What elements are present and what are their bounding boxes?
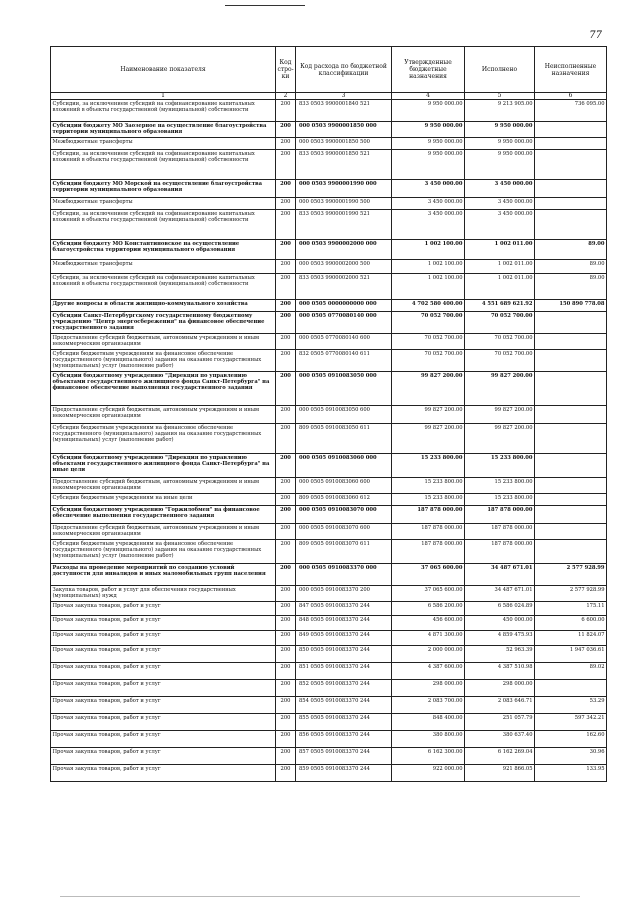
row-approved: 70 052 700.00 xyxy=(392,334,465,350)
table-row xyxy=(51,680,607,697)
row-name: Предоставление субсидий бюджетным, автономным учреждениям и иным некоммерческим организациям xyxy=(51,524,276,540)
table-row xyxy=(51,180,607,198)
row-name: Предоставление субсидий бюджетным, автономным учреждениям и иным некоммерческим организациям xyxy=(51,334,276,350)
row-name: Прочая закупка товаров, работ и услуг xyxy=(51,714,276,731)
column-index: 5 xyxy=(465,93,535,100)
row-line-code: 200 xyxy=(276,494,296,506)
row-remaining xyxy=(535,454,607,478)
row-line-code: 200 xyxy=(276,731,296,748)
row-budget-code: 850 0505 0910083370 244 xyxy=(296,646,392,663)
column-index: 6 xyxy=(535,93,607,100)
row-remaining: 150 890 778.08 xyxy=(535,300,607,312)
row-executed: 380 637.40 xyxy=(465,731,535,748)
row-budget-code: 833 0503 9900002000 521 xyxy=(296,274,392,300)
row-executed: 9 213 905.00 xyxy=(465,100,535,122)
row-budget-code: 000 0503 9900001990 000 xyxy=(296,180,392,198)
row-approved: 1 002 100.00 xyxy=(392,240,465,260)
row-remaining xyxy=(535,138,607,150)
row-budget-code: 000 0503 9900001850 000 xyxy=(296,122,392,138)
row-executed: 9 950 000.00 xyxy=(465,122,535,138)
row-budget-code: 000 0505 0910083060 600 xyxy=(296,478,392,494)
row-remaining xyxy=(535,180,607,198)
header-executed: Исполнено xyxy=(465,47,535,93)
row-budget-code: 851 0505 0910083370 244 xyxy=(296,663,392,680)
table-row xyxy=(51,697,607,714)
row-approved: 3 450 000.00 xyxy=(392,180,465,198)
row-name: Субсидии, за исключением субсидий на софинансирование капитальных вложений в объекты государственной (муниципальной) собственности xyxy=(51,100,276,122)
row-budget-code: 833 0503 9900001850 521 xyxy=(296,150,392,180)
table-row xyxy=(51,198,607,210)
table-row xyxy=(51,631,607,646)
row-remaining xyxy=(535,334,607,350)
row-name: Субсидии бюджетным учреждениям на финансовое обеспечение государственного (муниципального) задания на оказание государственных (муниципальных) услуг (выполнение работ) xyxy=(51,350,276,372)
row-remaining xyxy=(535,122,607,138)
row-executed: 2 083 646.71 xyxy=(465,697,535,714)
row-approved: 9 950 000.00 xyxy=(392,122,465,138)
row-line-code: 200 xyxy=(276,312,296,334)
row-executed: 187 878 000.00 xyxy=(465,540,535,564)
row-name: Прочая закупка товаров, работ и услуг xyxy=(51,680,276,697)
row-approved: 37 065 600.00 xyxy=(392,564,465,586)
row-budget-code: 000 0505 0770080140 600 xyxy=(296,334,392,350)
row-name: Субсидии, за исключением субсидий на софинансирование капитальных вложений в объекты государственной (муниципальной) собственности xyxy=(51,274,276,300)
row-executed: 1 002 011.00 xyxy=(465,260,535,274)
row-approved: 70 052 700.00 xyxy=(392,312,465,334)
row-line-code: 200 xyxy=(276,506,296,524)
row-remaining: 11 824.07 xyxy=(535,631,607,646)
row-executed: 1 002 011.00 xyxy=(465,240,535,260)
row-executed: 99 827 200.00 xyxy=(465,406,535,424)
row-approved: 922 000.00 xyxy=(392,765,465,782)
row-approved: 456 600.00 xyxy=(392,616,465,631)
row-approved: 99 827 200.00 xyxy=(392,406,465,424)
row-approved: 15 233 800.00 xyxy=(392,454,465,478)
row-executed: 4 551 689 621.92 xyxy=(465,300,535,312)
row-name: Закупка товаров, работ и услуг для обеспечения государственных (муниципальных) нужд xyxy=(51,586,276,602)
table-row xyxy=(51,540,607,564)
row-line-code: 200 xyxy=(276,564,296,586)
table-row xyxy=(51,334,607,350)
row-name: Прочая закупка товаров, работ и услуг xyxy=(51,631,276,646)
row-remaining xyxy=(535,506,607,524)
row-executed: 921 866.05 xyxy=(465,765,535,782)
row-approved: 848 400.00 xyxy=(392,714,465,731)
row-line-code: 200 xyxy=(276,586,296,602)
row-approved: 4 871 300.00 xyxy=(392,631,465,646)
row-remaining: 2 577 928.99 xyxy=(535,564,607,586)
row-remaining: 1 947 036.61 xyxy=(535,646,607,663)
row-executed: 99 827 200.00 xyxy=(465,424,535,454)
top-rule xyxy=(225,5,305,6)
row-executed: 1 002 011.00 xyxy=(465,274,535,300)
row-line-code: 200 xyxy=(276,663,296,680)
row-remaining: 6 600.00 xyxy=(535,616,607,631)
table-row xyxy=(51,494,607,506)
row-name: Субсидии бюджету МО Константиновское на осуществление благоустройства территории муниципального образования xyxy=(51,240,276,260)
row-approved: 9 950 000.00 xyxy=(392,138,465,150)
row-line-code: 200 xyxy=(276,260,296,274)
row-name: Субсидии Санкт-Петербургскому государственному бюджетному учреждению "Центр энергосбережения" на финансовое обеспечение государственного задания xyxy=(51,312,276,334)
column-index: 4 xyxy=(392,93,465,100)
table-row xyxy=(51,424,607,454)
header-name: Наименование показателя xyxy=(51,47,276,93)
row-name: Субсидии бюджетному учреждению "Дирекция по управлению объектами государственного жилищного фонда Санкт-Петербурга" на финансовое обеспечение выполнения государственного задания xyxy=(51,372,276,406)
row-name: Прочая закупка товаров, работ и услуг xyxy=(51,663,276,680)
row-approved: 4 702 580 400.00 xyxy=(392,300,465,312)
row-remaining xyxy=(535,680,607,697)
row-executed: 3 450 000.00 xyxy=(465,180,535,198)
row-executed: 251 057.79 xyxy=(465,714,535,731)
row-budget-code: 000 0503 9900002000 500 xyxy=(296,260,392,274)
table-row xyxy=(51,663,607,680)
row-name: Прочая закупка товаров, работ и услуг xyxy=(51,748,276,765)
row-executed: 3 450 000.00 xyxy=(465,210,535,240)
row-budget-code: 856 0505 0910083370 244 xyxy=(296,731,392,748)
row-approved: 380 800.00 xyxy=(392,731,465,748)
row-remaining xyxy=(535,150,607,180)
table-row xyxy=(51,350,607,372)
row-executed: 15 233 800.00 xyxy=(465,478,535,494)
table-row xyxy=(51,210,607,240)
row-executed: 187 878 000.00 xyxy=(465,524,535,540)
row-approved: 2 000 000.00 xyxy=(392,646,465,663)
row-executed: 9 950 000.00 xyxy=(465,138,535,150)
row-line-code: 200 xyxy=(276,406,296,424)
table-row xyxy=(51,478,607,494)
row-executed: 3 450 000.00 xyxy=(465,198,535,210)
row-name: Межбюджетные трансферты xyxy=(51,138,276,150)
row-approved: 187 878 000.00 xyxy=(392,524,465,540)
row-line-code: 200 xyxy=(276,100,296,122)
row-budget-code: 000 0505 0770080140 000 xyxy=(296,312,392,334)
row-executed: 298 000.00 xyxy=(465,680,535,697)
row-line-code: 200 xyxy=(276,680,296,697)
row-remaining: 133.95 xyxy=(535,765,607,782)
row-remaining: 53.29 xyxy=(535,697,607,714)
table-row xyxy=(51,748,607,765)
row-name: Прочая закупка товаров, работ и услуг xyxy=(51,765,276,782)
row-line-code: 200 xyxy=(276,631,296,646)
row-line-code: 200 xyxy=(276,524,296,540)
row-remaining xyxy=(535,524,607,540)
row-executed: 187 878 000.00 xyxy=(465,506,535,524)
row-remaining xyxy=(535,478,607,494)
row-remaining: 2 577 928.99 xyxy=(535,586,607,602)
row-approved: 1 002 100.00 xyxy=(392,260,465,274)
row-budget-code: 000 0505 0910083070 600 xyxy=(296,524,392,540)
row-approved: 187 878 000.00 xyxy=(392,506,465,524)
row-name: Межбюджетные трансферты xyxy=(51,260,276,274)
row-name: Прочая закупка товаров, работ и услуг xyxy=(51,697,276,714)
row-budget-code: 000 0505 0910083370 000 xyxy=(296,564,392,586)
page-number: 77 xyxy=(589,30,602,41)
row-approved: 3 450 000.00 xyxy=(392,198,465,210)
row-line-code: 200 xyxy=(276,646,296,663)
row-approved: 99 827 200.00 xyxy=(392,424,465,454)
row-budget-code: 847 0505 0910083370 244 xyxy=(296,602,392,616)
table-row xyxy=(51,524,607,540)
row-executed: 70 052 700.00 xyxy=(465,312,535,334)
row-budget-code: 000 0503 9900001850 500 xyxy=(296,138,392,150)
row-approved: 3 450 000.00 xyxy=(392,210,465,240)
row-budget-code: 809 0505 0910083050 611 xyxy=(296,424,392,454)
row-line-code: 200 xyxy=(276,300,296,312)
row-line-code: 200 xyxy=(276,454,296,478)
row-budget-code: 848 0505 0910083370 244 xyxy=(296,616,392,631)
table-row xyxy=(51,564,607,586)
row-name: Прочая закупка товаров, работ и услуг xyxy=(51,602,276,616)
row-executed: 99 827 200.00 xyxy=(465,372,535,406)
row-executed: 4 387 510.98 xyxy=(465,663,535,680)
row-remaining xyxy=(535,312,607,334)
row-executed: 34 487 671.01 xyxy=(465,586,535,602)
row-line-code: 200 xyxy=(276,424,296,454)
row-remaining xyxy=(535,350,607,372)
row-approved: 2 083 700.00 xyxy=(392,697,465,714)
row-name: Субсидии бюджетному учреждению "Дирекция по управлению объектами государственного жилищного фонда Санкт-Петербурга" на иные цели xyxy=(51,454,276,478)
row-remaining: 597 342.21 xyxy=(535,714,607,731)
row-budget-code: 000 0503 9900002000 000 xyxy=(296,240,392,260)
row-remaining xyxy=(535,424,607,454)
row-name: Субсидии бюджетным учреждениям на финансовое обеспечение государственного (муниципального) задания на оказание государственных (муниципальных) услуг (выполнение работ) xyxy=(51,540,276,564)
row-remaining: 175.11 xyxy=(535,602,607,616)
row-name: Прочая закупка товаров, работ и услуг xyxy=(51,646,276,663)
table-row xyxy=(51,240,607,260)
column-index: 1 xyxy=(51,93,276,100)
row-line-code: 200 xyxy=(276,748,296,765)
row-line-code: 200 xyxy=(276,714,296,731)
row-line-code: 200 xyxy=(276,350,296,372)
table-row xyxy=(51,138,607,150)
row-budget-code: 000 0505 0910083060 000 xyxy=(296,454,392,478)
row-line-code: 200 xyxy=(276,210,296,240)
row-budget-code: 833 0503 9900001990 521 xyxy=(296,210,392,240)
row-remaining xyxy=(535,198,607,210)
row-line-code: 200 xyxy=(276,150,296,180)
row-budget-code: 833 0503 9900001840 521 xyxy=(296,100,392,122)
row-budget-code: 857 0505 0910083370 244 xyxy=(296,748,392,765)
row-remaining xyxy=(535,406,607,424)
row-line-code: 200 xyxy=(276,138,296,150)
row-line-code: 200 xyxy=(276,334,296,350)
row-executed: 450 000.00 xyxy=(465,616,535,631)
header-row xyxy=(51,47,607,93)
table-row xyxy=(51,586,607,602)
row-approved: 99 827 200.00 xyxy=(392,372,465,406)
row-line-code: 200 xyxy=(276,372,296,406)
row-executed: 6 162 269.04 xyxy=(465,748,535,765)
row-name: Другие вопросы в области жилищно-коммунального хозяйства xyxy=(51,300,276,312)
row-remaining: 89.00 xyxy=(535,240,607,260)
row-name: Субсидии бюджету МО Морской на осуществление благоустройства территории муниципального образования xyxy=(51,180,276,198)
row-name: Расходы на проведение мероприятий по созданию условий доступности для инвалидов и иных маломобильных групп населения xyxy=(51,564,276,586)
row-budget-code: 852 0505 0910083370 244 xyxy=(296,680,392,697)
row-name: Предоставление субсидий бюджетным, автономным учреждениям и иным некоммерческим организациям xyxy=(51,478,276,494)
row-line-code: 200 xyxy=(276,180,296,198)
row-remaining: 89.00 xyxy=(535,260,607,274)
row-budget-code: 854 0505 0910083370 244 xyxy=(296,697,392,714)
row-executed: 6 586 024.89 xyxy=(465,602,535,616)
row-budget-code: 000 0505 0910083070 000 xyxy=(296,506,392,524)
table-row xyxy=(51,274,607,300)
row-executed: 15 233 800.00 xyxy=(465,494,535,506)
row-budget-code: 855 0505 0910083370 244 xyxy=(296,714,392,731)
row-remaining xyxy=(535,372,607,406)
column-index-row xyxy=(51,93,607,100)
row-approved: 6 162 300.00 xyxy=(392,748,465,765)
row-executed: 34 487 671.01 xyxy=(465,564,535,586)
header-unexecuted: Неисполненные назначения xyxy=(535,47,607,93)
row-name: Межбюджетные трансферты xyxy=(51,198,276,210)
row-remaining: 162.60 xyxy=(535,731,607,748)
table-row xyxy=(51,646,607,663)
row-name: Прочая закупка товаров, работ и услуг xyxy=(51,616,276,631)
row-executed: 70 052 700.00 xyxy=(465,350,535,372)
row-executed: 4 859 475.93 xyxy=(465,631,535,646)
table-row xyxy=(51,602,607,616)
table-row xyxy=(51,300,607,312)
row-line-code: 200 xyxy=(276,765,296,782)
row-budget-code: 849 0505 0910083370 244 xyxy=(296,631,392,646)
row-budget-code: 000 0505 0910083050 600 xyxy=(296,406,392,424)
bottom-scan-edge xyxy=(60,896,580,897)
row-name: Субсидии бюджетным учреждениям на иные цели xyxy=(51,494,276,506)
row-remaining: 89.02 xyxy=(535,663,607,680)
column-index: 3 xyxy=(296,93,392,100)
table-row xyxy=(51,731,607,748)
row-executed: 52 963.39 xyxy=(465,646,535,663)
row-budget-code: 000 0505 0910083050 000 xyxy=(296,372,392,406)
row-remaining xyxy=(535,494,607,506)
row-approved: 37 065 600.00 xyxy=(392,586,465,602)
row-name: Субсидии бюджетному учреждению "Горжилобмен" на финансовое обеспечение выполнения государственного задания xyxy=(51,506,276,524)
row-budget-code: 000 0503 9900001990 500 xyxy=(296,198,392,210)
table-row xyxy=(51,312,607,334)
table-row xyxy=(51,714,607,731)
row-name: Субсидии, за исключением субсидий на софинансирование капитальных вложений в объекты государственной (муниципальной) собственности xyxy=(51,150,276,180)
row-executed: 9 950 000.00 xyxy=(465,150,535,180)
row-line-code: 200 xyxy=(276,122,296,138)
table-row xyxy=(51,150,607,180)
row-budget-code: 809 0505 0910083070 611 xyxy=(296,540,392,564)
row-remaining xyxy=(535,210,607,240)
row-budget-code: 832 0505 0770080140 611 xyxy=(296,350,392,372)
table-row xyxy=(51,406,607,424)
row-approved: 1 002 100.00 xyxy=(392,274,465,300)
row-budget-code: 000 0505 0000000000 000 xyxy=(296,300,392,312)
row-budget-code: 000 0505 0910083370 200 xyxy=(296,586,392,602)
row-budget-code: 859 0505 0910083370 244 xyxy=(296,765,392,782)
row-remaining xyxy=(535,540,607,564)
row-line-code: 200 xyxy=(276,697,296,714)
header-budget-code: Код расхода по бюджетной классификации xyxy=(296,47,392,93)
row-remaining: 736 095.00 xyxy=(535,100,607,122)
row-name: Прочая закупка товаров, работ и услуг xyxy=(51,731,276,748)
row-name: Субсидии бюджету МО Заозерное на осуществление благоустройства территории муниципального образования xyxy=(51,122,276,138)
row-executed: 70 052 700.00 xyxy=(465,334,535,350)
row-approved: 9 950 000.00 xyxy=(392,100,465,122)
row-line-code: 200 xyxy=(276,274,296,300)
table-row xyxy=(51,260,607,274)
header-approved: Утвержденные бюджетные назначения xyxy=(392,47,465,93)
row-name: Предоставление субсидий бюджетным, автономным учреждениям и иным некоммерческим организациям xyxy=(51,406,276,424)
row-line-code: 200 xyxy=(276,198,296,210)
row-name: Субсидии, за исключением субсидий на софинансирование капитальных вложений в объекты государственной (муниципальной) собственности xyxy=(51,210,276,240)
row-remaining: 89.00 xyxy=(535,274,607,300)
table-row xyxy=(51,616,607,631)
row-name: Субсидии бюджетным учреждениям на финансовое обеспечение государственного (муниципального) задания на оказание государственных (муниципальных) услуг (выполнение работ) xyxy=(51,424,276,454)
row-approved: 15 233 800.00 xyxy=(392,478,465,494)
row-approved: 6 586 200.00 xyxy=(392,602,465,616)
row-approved: 298 000.00 xyxy=(392,680,465,697)
budget-execution-table xyxy=(50,46,607,782)
row-approved: 187 878 000.00 xyxy=(392,540,465,564)
column-index: 2 xyxy=(276,93,296,100)
row-approved: 4 387 600.00 xyxy=(392,663,465,680)
table-row xyxy=(51,100,607,122)
table-row xyxy=(51,122,607,138)
row-approved: 15 233 800.00 xyxy=(392,494,465,506)
row-executed: 15 233 800.00 xyxy=(465,454,535,478)
row-approved: 70 052 700.00 xyxy=(392,350,465,372)
table-row xyxy=(51,765,607,782)
row-line-code: 200 xyxy=(276,240,296,260)
row-line-code: 200 xyxy=(276,540,296,564)
table-row xyxy=(51,454,607,478)
table-row xyxy=(51,372,607,406)
row-remaining: 30.96 xyxy=(535,748,607,765)
header-line-code: Код стро-ки xyxy=(276,47,296,93)
row-line-code: 200 xyxy=(276,478,296,494)
row-line-code: 200 xyxy=(276,616,296,631)
row-line-code: 200 xyxy=(276,602,296,616)
table-row xyxy=(51,506,607,524)
row-approved: 9 950 000.00 xyxy=(392,150,465,180)
row-budget-code: 809 0505 0910083060 612 xyxy=(296,494,392,506)
